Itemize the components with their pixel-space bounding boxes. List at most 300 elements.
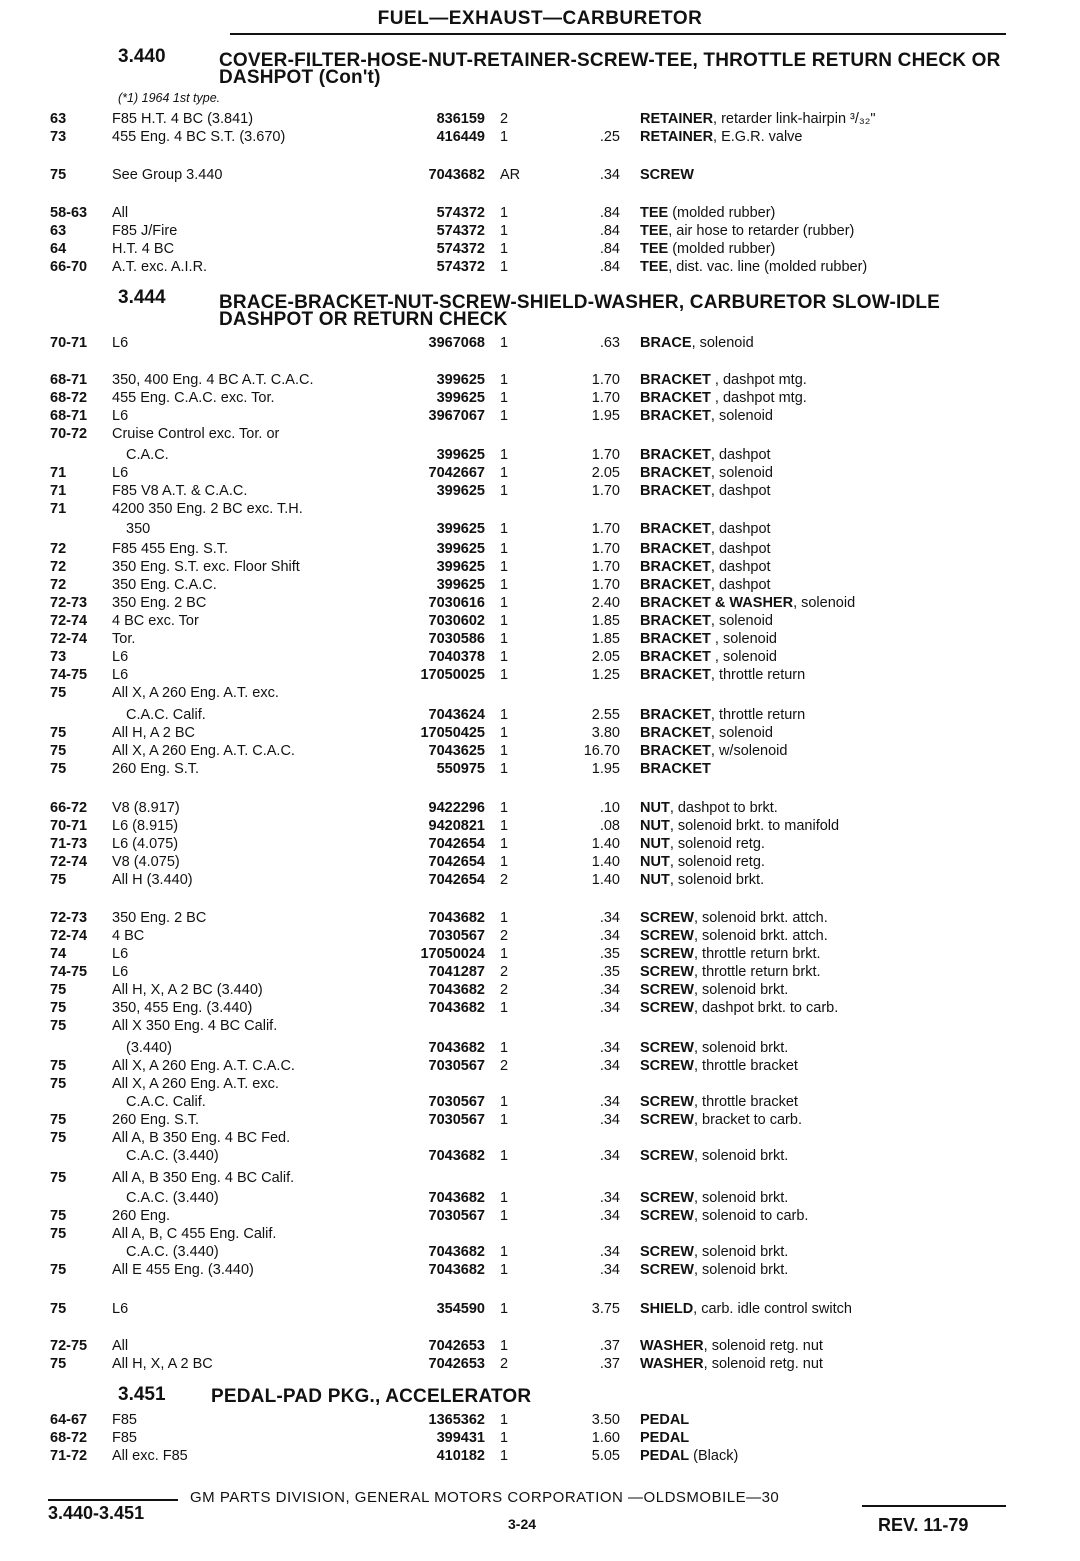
application-cell: All X, A 260 Eng. A.T. exc.: [112, 1076, 279, 1092]
part-number-cell: 7042654: [428, 836, 485, 852]
part-number-cell: 7043624: [428, 707, 485, 723]
table-row: [0, 1111, 1080, 1129]
table-row: [0, 724, 1080, 742]
table-row: [0, 1429, 1080, 1447]
application-cell: 455 Eng. C.A.C. exc. Tor.: [112, 390, 275, 406]
application-cell: C.A.C. (3.440): [126, 1190, 219, 1206]
application-cell: 260 Eng. S.T.: [112, 761, 200, 777]
description-text: , dashpot: [710, 541, 771, 557]
year-cell: 75: [50, 1301, 67, 1317]
description-text: , solenoid to carb.: [693, 1208, 809, 1224]
application-cell: Tor.: [112, 631, 136, 647]
year-cell: 66-72: [50, 800, 88, 816]
part-number-cell: 7030567: [428, 1208, 485, 1224]
application-cell: C.A.C. (3.440): [126, 1148, 219, 1164]
header-rule: [230, 33, 1006, 35]
quantity-cell: 1: [500, 725, 509, 741]
part-number-cell: 7043682: [428, 1190, 485, 1206]
footnote: (*1) 1964 1st type.: [118, 91, 221, 105]
part-number-cell: 9422296: [428, 800, 485, 816]
quantity-cell: 2: [500, 964, 509, 980]
table-row: [0, 648, 1080, 666]
quantity-cell: 1: [500, 1190, 509, 1206]
description-name: SCREW: [640, 928, 694, 944]
description-name: NUT: [640, 818, 670, 834]
application-cell: 350, 455 Eng. (3.440): [112, 1000, 253, 1016]
year-cell: 75: [50, 1000, 67, 1016]
description-cell: [640, 1243, 1010, 1261]
description-name: BRACKET: [640, 372, 711, 388]
year-cell: 68-72: [50, 1430, 88, 1446]
application-cell: C.A.C. Calif.: [126, 707, 206, 723]
table-row: [0, 1017, 1080, 1035]
description-text: , dist. vac. line (molded rubber): [668, 259, 868, 275]
table-row: [0, 909, 1080, 927]
description-text: , solenoid: [710, 631, 777, 647]
price-cell: .25: [599, 129, 620, 145]
description-text: , solenoid brkt. attch.: [693, 910, 828, 926]
part-number-cell: 399625: [436, 577, 485, 593]
quantity-cell: 1: [500, 559, 509, 575]
year-cell: 74-75: [50, 667, 88, 683]
application-cell: 350: [126, 521, 151, 537]
description-text: , solenoid: [710, 613, 773, 629]
description-name: SCREW: [640, 1094, 694, 1110]
table-row: [0, 540, 1080, 558]
application-cell: L6: [112, 946, 129, 962]
description-name: NUT: [640, 800, 670, 816]
description-text: , solenoid brkt.: [693, 1262, 789, 1278]
price-cell: .84: [599, 259, 620, 275]
application-cell: 260 Eng.: [112, 1208, 171, 1224]
part-number-cell: 399625: [436, 390, 485, 406]
description-text: , solenoid: [710, 408, 773, 424]
application-cell: All E 455 Eng. (3.440): [112, 1262, 254, 1278]
part-number-cell: 7043682: [428, 1148, 485, 1164]
table-row: [0, 835, 1080, 853]
description-cell: [640, 1300, 1010, 1318]
table-row: [0, 963, 1080, 981]
year-cell: 66-70: [50, 259, 88, 275]
part-number-cell: 17050024: [420, 946, 485, 962]
quantity-cell: 1: [500, 707, 509, 723]
year-cell: 64: [50, 241, 67, 257]
description-name: BRACKET: [640, 541, 711, 557]
table-row: [0, 981, 1080, 999]
application-cell: L6: [112, 964, 129, 980]
part-number-cell: 7043682: [428, 1262, 485, 1278]
table-row: [0, 240, 1080, 258]
description-cell: [640, 630, 1010, 648]
table-row: [0, 389, 1080, 407]
application-cell: L6: [112, 667, 129, 683]
price-cell: .34: [599, 1148, 620, 1164]
quantity-cell: 1: [500, 649, 509, 665]
table-row: [0, 742, 1080, 760]
quantity-cell: 1: [500, 241, 509, 257]
description-text: , throttle return: [710, 667, 806, 683]
description-text: , solenoid retg. nut: [703, 1338, 823, 1354]
part-number-cell: 7043682: [428, 1000, 485, 1016]
description-name: BRACKET: [640, 631, 711, 647]
table-row: [0, 407, 1080, 425]
description-name: SCREW: [640, 1190, 694, 1206]
description-text: , solenoid retg. nut: [703, 1356, 823, 1372]
price-cell: 1.70: [591, 559, 620, 575]
price-cell: 1.85: [591, 631, 620, 647]
application-cell: 4200 350 Eng. 2 BC exc. T.H.: [112, 501, 303, 517]
table-row: [0, 204, 1080, 222]
part-number-cell: 7030567: [428, 928, 485, 944]
description-text: , dashpot mtg.: [710, 372, 807, 388]
year-cell: 72-74: [50, 631, 88, 647]
description-cell: [640, 1337, 1010, 1355]
table-row: [0, 482, 1080, 500]
description-name: BRACKET: [640, 521, 711, 537]
application-cell: H.T. 4 BC: [112, 241, 175, 257]
application-cell: V8 (4.075): [112, 854, 180, 870]
description-cell: [640, 204, 1010, 222]
table-row: [0, 371, 1080, 389]
part-number-cell: 574372: [436, 223, 485, 239]
year-cell: 71: [50, 501, 67, 517]
table-row: [0, 128, 1080, 146]
year-cell: 75: [50, 761, 67, 777]
year-cell: 70-72: [50, 426, 88, 442]
year-cell: 72: [50, 541, 67, 557]
description-cell: [640, 927, 1010, 945]
application-cell: L6: [112, 649, 129, 665]
table-row: [0, 1189, 1080, 1207]
table-row: [0, 500, 1080, 518]
year-cell: 72-74: [50, 928, 88, 944]
description-name: PEDAL: [640, 1430, 690, 1446]
description-cell: [640, 1111, 1010, 1129]
description-text: , dashpot: [710, 559, 771, 575]
price-cell: .34: [599, 982, 620, 998]
quantity-cell: 1: [500, 1338, 509, 1354]
year-cell: 72-73: [50, 595, 88, 611]
quantity-cell: 1: [500, 818, 509, 834]
price-cell: .34: [599, 167, 620, 183]
quantity-cell: 1: [500, 372, 509, 388]
price-cell: 2.55: [591, 707, 620, 723]
description-cell: [640, 742, 1010, 760]
application-cell: All H, A 2 BC: [112, 725, 196, 741]
price-cell: 1.70: [591, 390, 620, 406]
application-cell: All exc. F85: [112, 1448, 188, 1464]
part-number-cell: 9420821: [428, 818, 485, 834]
price-cell: 1.40: [591, 854, 620, 870]
description-text: , throttle bracket: [693, 1058, 798, 1074]
price-cell: .34: [599, 1190, 620, 1206]
table-row: [0, 1057, 1080, 1075]
part-number-cell: 836159: [436, 111, 485, 127]
quantity-cell: 1: [500, 854, 509, 870]
part-number-cell: 7042653: [428, 1356, 485, 1372]
quantity-cell: 1: [500, 631, 509, 647]
price-cell: 1.70: [591, 577, 620, 593]
application-cell: C.A.C. (3.440): [126, 1244, 219, 1260]
application-cell: All: [112, 205, 129, 221]
table-row: [0, 1039, 1080, 1057]
price-cell: .34: [599, 1058, 620, 1074]
price-cell: 1.70: [591, 541, 620, 557]
quantity-cell: 1: [500, 335, 509, 351]
description-text: , bracket to carb.: [693, 1112, 802, 1128]
price-cell: .34: [599, 910, 620, 926]
price-cell: 1.60: [591, 1430, 620, 1446]
application-cell: L6: [112, 465, 129, 481]
table-row: [0, 520, 1080, 538]
description-name: NUT: [640, 854, 670, 870]
price-cell: .84: [599, 223, 620, 239]
quantity-cell: 1: [500, 577, 509, 593]
application-cell: F85 J/Fire: [112, 223, 178, 239]
application-cell: C.A.C. Calif.: [126, 1094, 206, 1110]
application-cell: All X, A 260 Eng. A.T. exc.: [112, 685, 279, 701]
part-number-cell: 7043682: [428, 982, 485, 998]
description-text: , throttle return brkt.: [693, 946, 821, 962]
description-name: SCREW: [640, 1208, 694, 1224]
year-cell: 70-71: [50, 818, 88, 834]
application-cell: L6 (4.075): [112, 836, 179, 852]
table-row: [0, 1147, 1080, 1165]
quantity-cell: 1: [500, 129, 509, 145]
application-cell: See Group 3.440: [112, 167, 223, 183]
price-cell: 1.70: [591, 372, 620, 388]
quantity-cell: 1: [500, 1412, 509, 1428]
price-cell: .35: [599, 946, 620, 962]
description-cell: [640, 1093, 1010, 1111]
table-row: [0, 799, 1080, 817]
price-cell: 1.70: [591, 447, 620, 463]
price-cell: .34: [599, 1000, 620, 1016]
year-cell: 75: [50, 1076, 67, 1092]
part-number-cell: 17050025: [420, 667, 485, 683]
price-cell: 1.25: [591, 667, 620, 683]
part-number-cell: 7042654: [428, 854, 485, 870]
description-text: , dashpot: [710, 447, 771, 463]
description-name: BRACKET: [640, 408, 711, 424]
year-cell: 75: [50, 167, 67, 183]
description-name: SCREW: [640, 167, 694, 183]
description-cell: [640, 1207, 1010, 1225]
price-cell: 5.05: [591, 1448, 620, 1464]
description-text: , dashpot to brkt.: [669, 800, 778, 816]
part-number-cell: 7043682: [428, 167, 485, 183]
description-cell: [640, 799, 1010, 817]
description-cell: [640, 909, 1010, 927]
table-row: [0, 446, 1080, 464]
price-cell: 2.05: [591, 649, 620, 665]
year-cell: 75: [50, 1170, 67, 1186]
application-cell: F85 V8 A.T. & C.A.C.: [112, 483, 248, 499]
application-cell: All X, A 260 Eng. A.T. C.A.C.: [112, 1058, 295, 1074]
section-title: COVER-FILTER-HOSE-NUT-RETAINER-SCREW-TEE, THROTTLE RETURN CHECK OR DASHPOT (Con't): [219, 50, 1001, 88]
application-cell: C.A.C.: [126, 447, 169, 463]
price-cell: .34: [599, 1112, 620, 1128]
part-number-cell: 7030567: [428, 1094, 485, 1110]
quantity-cell: AR: [500, 167, 521, 183]
part-number-cell: 7042653: [428, 1338, 485, 1354]
price-cell: .34: [599, 1208, 620, 1224]
quantity-cell: 1: [500, 1208, 509, 1224]
quantity-cell: 2: [500, 982, 509, 998]
quantity-cell: 1: [500, 483, 509, 499]
part-number-cell: 7042667: [428, 465, 485, 481]
description-cell: [640, 594, 1010, 612]
price-cell: .63: [599, 335, 620, 351]
description-cell: [640, 334, 1010, 352]
quantity-cell: 1: [500, 761, 509, 777]
price-cell: .34: [599, 1244, 620, 1260]
description-text: , retarder link-hairpin ³/₃₂": [713, 111, 876, 127]
quantity-cell: 2: [500, 872, 509, 888]
table-row: [0, 666, 1080, 684]
quantity-cell: 1: [500, 1148, 509, 1164]
part-number-cell: 7041287: [428, 964, 485, 980]
year-cell: 75: [50, 872, 67, 888]
description-name: TEE: [640, 205, 669, 221]
price-cell: .34: [599, 1262, 620, 1278]
price-cell: .37: [599, 1356, 620, 1372]
table-row: [0, 630, 1080, 648]
description-name: BRACKET: [640, 613, 711, 629]
part-number-cell: 7030567: [428, 1112, 485, 1128]
description-name: BRACE: [640, 335, 692, 351]
year-cell: 72-74: [50, 613, 88, 629]
description-name: NUT: [640, 872, 670, 888]
quantity-cell: 1: [500, 1094, 509, 1110]
table-row: [0, 334, 1080, 352]
table-row: [0, 1261, 1080, 1279]
application-cell: L6: [112, 335, 129, 351]
application-cell: 350 Eng. C.A.C.: [112, 577, 217, 593]
table-row: [0, 817, 1080, 835]
year-cell: 73: [50, 129, 67, 145]
description-name: BRACKET: [640, 577, 711, 593]
description-cell: [640, 1057, 1010, 1075]
description-text: , solenoid brkt. attch.: [693, 928, 828, 944]
application-cell: A.T. exc. A.I.R.: [112, 259, 208, 275]
price-cell: 1.40: [591, 872, 620, 888]
description-name: BRACKET: [640, 743, 711, 759]
year-cell: 75: [50, 1226, 67, 1242]
description-name: SCREW: [640, 1040, 694, 1056]
table-row: [0, 258, 1080, 276]
quantity-cell: 1: [500, 259, 509, 275]
footer-publisher: GM PARTS DIVISION, GENERAL MOTORS CORPORATION —OLDSMOBILE—30: [190, 1489, 780, 1506]
part-number-cell: 399625: [436, 372, 485, 388]
price-cell: 3.80: [591, 725, 620, 741]
description-text: , air hose to retarder (rubber): [668, 223, 855, 239]
quantity-cell: 1: [500, 390, 509, 406]
description-name: BRACKET: [640, 707, 711, 723]
table-row: [0, 1337, 1080, 1355]
description-name: PEDAL: [640, 1448, 690, 1464]
application-cell: 4 BC: [112, 928, 145, 944]
description-name: SCREW: [640, 1148, 694, 1164]
description-cell: [640, 576, 1010, 594]
application-cell: Cruise Control exc. Tor. or: [112, 426, 280, 442]
quantity-cell: 1: [500, 1448, 509, 1464]
description-text: (molded rubber): [668, 241, 776, 257]
description-text: (molded rubber): [668, 205, 776, 221]
description-cell: [640, 1447, 1010, 1465]
year-cell: 75: [50, 1018, 67, 1034]
table-row: [0, 222, 1080, 240]
description-name: SCREW: [640, 1112, 694, 1128]
table-row: [0, 1207, 1080, 1225]
description-name: RETAINER: [640, 129, 714, 145]
description-text: , dashpot brkt. to carb.: [693, 1000, 839, 1016]
year-cell: 68-71: [50, 408, 88, 424]
quantity-cell: 1: [500, 541, 509, 557]
application-cell: L6: [112, 408, 129, 424]
quantity-cell: 1: [500, 836, 509, 852]
price-cell: .34: [599, 1094, 620, 1110]
application-cell: All H (3.440): [112, 872, 193, 888]
year-cell: 72: [50, 559, 67, 575]
description-cell: [640, 1189, 1010, 1207]
description-text: , solenoid brkt.: [693, 1190, 789, 1206]
quantity-cell: 1: [500, 946, 509, 962]
year-cell: 72-75: [50, 1338, 88, 1354]
description-cell: [640, 612, 1010, 630]
table-row: [0, 1411, 1080, 1429]
description-cell: [640, 981, 1010, 999]
part-number-cell: 574372: [436, 205, 485, 221]
price-cell: 3.50: [591, 1412, 620, 1428]
application-cell: F85 455 Eng. S.T.: [112, 541, 229, 557]
description-cell: [640, 666, 1010, 684]
year-cell: 75: [50, 982, 67, 998]
part-number-cell: 7043625: [428, 743, 485, 759]
price-cell: 1.40: [591, 836, 620, 852]
application-cell: L6: [112, 1301, 129, 1317]
description-name: SCREW: [640, 946, 694, 962]
description-text: (Black): [689, 1448, 739, 1464]
part-number-cell: 354590: [436, 1301, 485, 1317]
quantity-cell: 1: [500, 595, 509, 611]
application-cell: F85: [112, 1430, 137, 1446]
application-cell: All A, B 350 Eng. 4 BC Fed.: [112, 1130, 291, 1146]
description-text: , w/solenoid: [710, 743, 788, 759]
description-text: , solenoid brkt.: [693, 982, 789, 998]
part-number-cell: 550975: [436, 761, 485, 777]
year-cell: 58-63: [50, 205, 88, 221]
description-cell: [640, 724, 1010, 742]
description-cell: [640, 540, 1010, 558]
part-number-cell: 7030586: [428, 631, 485, 647]
footer-page-number: 3-24: [508, 1516, 537, 1532]
year-cell: 75: [50, 685, 67, 701]
application-cell: V8 (8.917): [112, 800, 180, 816]
quantity-cell: 2: [500, 1356, 509, 1372]
description-name: BRACKET: [640, 725, 711, 741]
price-cell: .84: [599, 241, 620, 257]
year-cell: 71: [50, 483, 67, 499]
table-row: [0, 999, 1080, 1017]
application-cell: 350, 400 Eng. 4 BC A.T. C.A.C.: [112, 372, 314, 388]
quantity-cell: 1: [500, 800, 509, 816]
year-cell: 63: [50, 223, 67, 239]
description-cell: [640, 963, 1010, 981]
quantity-cell: 1: [500, 1430, 509, 1446]
quantity-cell: 1: [500, 1244, 509, 1260]
year-cell: 75: [50, 1112, 67, 1128]
